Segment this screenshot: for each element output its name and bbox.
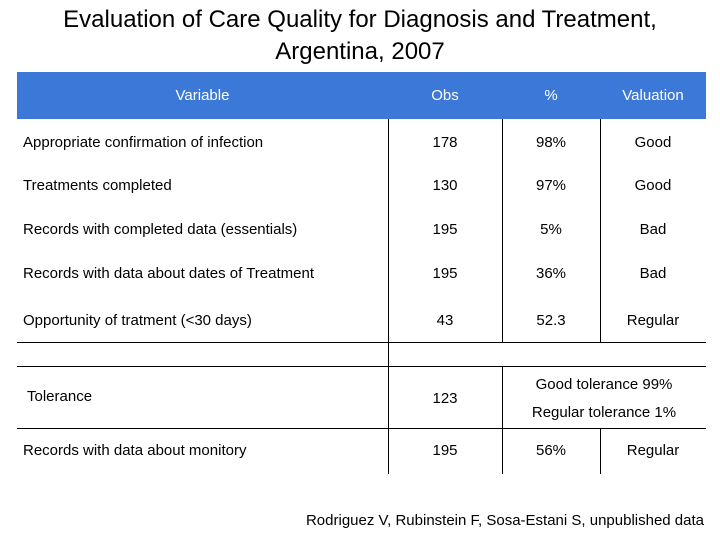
monitory-obs: 195 xyxy=(432,442,458,459)
row-divider xyxy=(17,428,706,429)
tolerance-variable: Tolerance xyxy=(27,388,93,405)
tolerance-regular: Regular tolerance 1% xyxy=(531,404,677,421)
col-divider xyxy=(388,342,389,366)
header-obs: Obs xyxy=(431,86,459,104)
row-3-obs: 195 xyxy=(432,221,458,238)
monitory-percent: 56% xyxy=(535,442,567,459)
row-3-percent: 5% xyxy=(540,221,562,238)
monitory-valuation: Regular xyxy=(626,442,680,459)
row-2-percent: 97% xyxy=(535,177,567,194)
row-5-percent: 52.3 xyxy=(536,312,566,329)
row-2-valuation: Good xyxy=(634,177,672,194)
row-4-obs: 195 xyxy=(432,265,458,282)
row-1-valuation: Good xyxy=(634,134,672,151)
header-valuation: Valuation xyxy=(622,86,684,104)
source-citation: Rodriguez V, Rubinstein F, Sosa-Estani S, unpublished data xyxy=(305,512,704,529)
row-4-variable: Records with data about dates of Treatment xyxy=(23,265,314,282)
row-1-percent: 98% xyxy=(535,134,567,151)
row-4-percent: 36% xyxy=(535,265,567,282)
title-line-2: Argentina, 2007 xyxy=(275,38,445,65)
row-5-variable: Opportunity of tratment (<30 days) xyxy=(23,312,252,329)
tolerance-obs: 123 xyxy=(432,390,458,407)
title-line-1: Evaluation of Care Quality for Diagnosis and Treatment, xyxy=(63,6,657,33)
header-percent: % xyxy=(544,86,558,104)
row-2-variable: Treatments completed xyxy=(23,177,172,194)
row-5-valuation: Regular xyxy=(626,312,680,329)
tolerance-valuation xyxy=(502,370,706,428)
row-2-obs: 130 xyxy=(432,177,458,194)
row-1-variable: Appropriate confirmation of infection xyxy=(23,134,264,151)
monitory-variable: Records with data about monitory xyxy=(23,442,247,459)
row-divider xyxy=(17,342,706,343)
row-5-obs: 43 xyxy=(436,312,454,329)
row-3-variable: Records with completed data (essentials) xyxy=(23,221,298,238)
header-variable: Variable xyxy=(175,86,230,104)
row-4-valuation: Bad xyxy=(639,265,667,282)
row-1-obs: 178 xyxy=(432,134,458,151)
row-3-valuation: Bad xyxy=(639,221,667,238)
tolerance-good: Good tolerance 99% xyxy=(535,376,673,393)
